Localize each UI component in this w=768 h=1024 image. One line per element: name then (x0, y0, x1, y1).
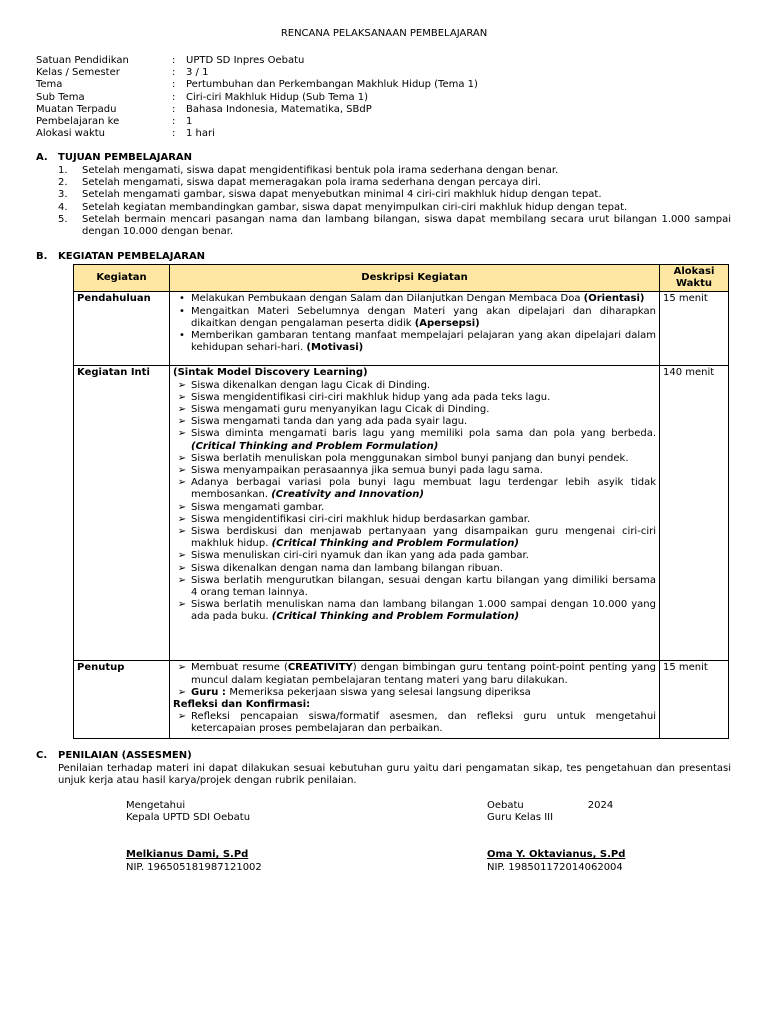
pendahuluan-item-body: Mengaitkan Materi Sebelumnya dengan Materi yang akan dipelajari dan diharapkan dikaitkan dengan pengalaman peserta didik (191, 305, 656, 329)
pendahuluan-item-body: Memberikan gambaran tentang manfaat mempelajari pelajaran yang akan dipelajari dalam kehidupan sehari-hari. (191, 330, 656, 354)
inti-item-tag: (Creativity and Innovation) (271, 489, 424, 501)
pendahuluan-item-text (191, 293, 656, 305)
inti-item (173, 453, 656, 465)
identity-colon: : (172, 91, 176, 103)
list-item-number: 3. (58, 189, 68, 201)
sig-left-line1: Mengetahui (126, 800, 186, 811)
header-kegiatan: Kegiatan (74, 265, 170, 292)
inti-item-body: Siswa mengamati tanda dan yang ada pada syair lagu. (191, 416, 468, 428)
label-pendahuluan: Pendahuluan (74, 292, 170, 366)
section-a-heading (36, 152, 736, 164)
section-c-letter: C. (36, 750, 48, 761)
list-item (58, 165, 731, 177)
inti-item-body: Siswa berlatih menuliskan nama dan lambang bilangan 1.000 sampai dengan 10.000 yang ada pada buku. (191, 599, 656, 623)
inti-item (173, 404, 656, 416)
arrow-bullet-icon: ➢ (177, 391, 187, 403)
identity-row (36, 128, 736, 140)
arrow-bullet-icon: ➢ (177, 428, 187, 440)
identity-label: Muatan Terpadu (36, 103, 117, 115)
arrow-bullet-icon: ➢ (177, 526, 187, 538)
identity-value: 3 / 1 (186, 67, 209, 79)
sig-right-line2: Guru Kelas III (487, 812, 554, 824)
identity-colon: : (172, 67, 176, 79)
sig-left-nip: NIP. 196505181987121002 (126, 861, 262, 873)
inti-model-heading: (Sintak Model Discovery Learning) (173, 367, 368, 379)
label-penutup: Penutup (74, 661, 170, 739)
inti-item-body: Siswa mengamati guru menyanyikan lagu Cicak di Dinding. (191, 404, 490, 416)
inti-item-body: Adanya berbagai variasi pola bunyi lagu membuat lagu terdengar lebih asyik tidak membosankan. (191, 477, 656, 501)
inti-item-body: Siswa dikenalkan dengan nama dan lambang bilangan ribuan. (191, 562, 503, 574)
time-penutup: 15 menit (660, 661, 729, 739)
inti-item (173, 599, 656, 623)
arrow-bullet-icon: ➢ (177, 662, 187, 674)
sig-right-name: Oma Y. Oktavianus, S.Pd (487, 849, 626, 861)
assessment-text: Penilaian terhadap materi ini dapat dilakukan sesuai kebutuhan guru yaitu dari pengamatan sikap, tes pengetahuan dan presentasi unjuk kerja atau hasil karya/projek dengan rubrik penilaian. (58, 763, 731, 787)
list-item-number: 1. (58, 165, 68, 176)
sig-left-line2: Kepala UPTD SDI Oebatu (126, 812, 251, 824)
pendahuluan-item-tag: (Apersepsi) (414, 317, 480, 329)
inti-item-body: Siswa berdiskusi dan menjawab pertanyaan yang disampaikan guru mengenai ciri-ciri makhluk hidup. (191, 526, 656, 550)
penutup-item1-post: ) dengan bimbingan guru tentang point-point penting yang muncul dalam kegiatan pembelajaran tentang materi yang baru dilakukan. (191, 662, 656, 686)
inti-item (173, 575, 656, 599)
desc-inti (170, 366, 660, 661)
identity-label: Satuan Pendidikan (36, 55, 129, 66)
sig-right-place: Oebatu (487, 800, 524, 811)
dot-bullet-icon: • (179, 305, 185, 317)
signature-left (126, 800, 262, 874)
identity-row (36, 79, 736, 91)
identity-row (36, 67, 736, 79)
list-item (58, 214, 731, 238)
identity-value: Pertumbuhan dan Perkembangan Makhluk Hidup (Tema 1) (186, 79, 478, 91)
header-deskripsi: Deskripsi Kegiatan (170, 265, 660, 292)
objectives-list (58, 165, 731, 238)
inti-item-body: Siswa berlatih mengurutkan bilangan, sesuai dengan kartu bilangan yang dimiliki bersama 4 orang teman lainnya. (191, 574, 656, 599)
list-item-number: 4. (58, 201, 68, 213)
inti-item-text (191, 575, 656, 599)
inti-item (173, 428, 656, 452)
inti-item-text (191, 477, 656, 501)
desc-pendahuluan (170, 292, 660, 366)
inti-item-body: Siswa mengidentifikasi ciri-ciri makhluk hidup berdasarkan gambar. (191, 513, 531, 525)
section-b-heading (36, 251, 736, 263)
arrow-bullet-icon: ➢ (177, 513, 187, 525)
sig-left-name: Melkianus Dami, S.Pd (126, 849, 249, 861)
arrow-bullet-icon: ➢ (177, 477, 187, 489)
row-inti (74, 366, 729, 661)
arrow-bullet-icon: ➢ (177, 404, 187, 416)
arrow-bullet-icon: ➢ (177, 599, 187, 611)
pendahuluan-item-body: Melakukan Pembukaan dengan Salam dan Dilanjutkan Dengan Membaca Doa (191, 293, 584, 305)
inti-item-tag: (Critical Thinking and Problem Formulation) (191, 440, 439, 452)
dot-bullet-icon: • (179, 330, 185, 342)
arrow-bullet-icon: ➢ (177, 416, 187, 428)
list-item-text: Setelah mengamati gambar, siswa dapat menyebutkan minimal 4 ciri-ciri makhluk hidup dengan tepat. (82, 189, 602, 201)
list-item-number: 5. (58, 213, 68, 225)
inti-item-text (191, 428, 656, 452)
arrow-bullet-icon: ➢ (177, 452, 187, 464)
inti-item (173, 563, 656, 575)
identity-label: Kelas / Semester (36, 67, 120, 79)
inti-item-text (191, 416, 656, 428)
identity-value: Bahasa Indonesia, Matematika, SBdP (186, 103, 372, 115)
identity-row (36, 92, 736, 104)
inti-item-body: Siswa menyampaikan perasaannya jika semua bunyi pada lagu sama. (191, 465, 543, 477)
identity-row (36, 116, 736, 128)
arrow-bullet-icon: ➢ (177, 686, 187, 698)
inti-item-text (191, 514, 656, 526)
section-b-title: KEGIATAN PEMBELAJARAN (58, 251, 206, 262)
list-item-text: Setelah kegiatan membandingkan gambar, siswa dapat menyimpulkan ciri-ciri makhluk hidup dengan tepat. (82, 201, 628, 213)
document-title: RENCANA PELAKSANAAN PEMBELAJARAN (280, 28, 488, 39)
pendahuluan-item (173, 306, 656, 330)
row-penutup (74, 661, 729, 739)
penutup-item (173, 711, 656, 735)
row-pendahuluan (74, 292, 729, 366)
sig-right-year: 2024 (587, 800, 614, 811)
inti-item-text (191, 599, 656, 623)
inti-item (173, 380, 656, 392)
arrow-bullet-icon: ➢ (177, 574, 187, 586)
identity-label: Pembelajaran ke (36, 115, 120, 127)
section-c-title: PENILAIAN (ASSESMEN) (58, 750, 192, 761)
inti-item-body: Siswa berlatih menuliskan pola menggunakan simbol bunyi panjang dan bunyi pendek. (191, 452, 629, 464)
identity-value: Ciri-ciri Makhluk Hidup (Sub Tema 1) (186, 91, 369, 103)
inti-item-text (191, 453, 656, 465)
activity-table (73, 264, 729, 739)
identity-colon: : (172, 79, 176, 91)
inti-item-body: Siswa mengidentifikasi ciri-ciri makhluk hidup yang ada pada teks lagu. (191, 391, 551, 403)
inti-item-text (191, 380, 656, 392)
identity-label: Sub Tema (36, 91, 85, 103)
list-item (58, 202, 731, 214)
identity-value: 1 (186, 115, 193, 127)
identity-block (36, 55, 736, 140)
inti-item-tag: (Critical Thinking and Problem Formulation) (271, 611, 520, 623)
penutup-item1-bold: CREATIVITY (287, 662, 353, 674)
penutup-item3-text: Refleksi pencapaian siswa/formatif asesmen, dan refleksi guru untuk mengetahui ketercapaian proses pembelajaran dan perbaikan. (191, 711, 656, 735)
arrow-bullet-icon: ➢ (177, 550, 187, 562)
penutup-item2-text: Memeriksa pekerjaan siswa yang selesai langsung diperiksa (229, 686, 531, 698)
desc-penutup (170, 661, 660, 739)
identity-row (36, 104, 736, 116)
header-alokasi: Alokasi Waktu (660, 265, 729, 292)
pendahuluan-item-text (191, 306, 656, 330)
identity-colon: : (172, 128, 176, 140)
list-item-text: Setelah mengamati, siswa dapat mengidentifikasi bentuk pola irama sederhana dengan benar. (82, 165, 559, 176)
identity-value: UPTD SD Inpres Oebatu (186, 55, 305, 66)
inti-item-text (191, 563, 656, 575)
section-a-title: TUJUAN PEMBELAJARAN (58, 152, 193, 163)
arrow-bullet-icon: ➢ (177, 501, 187, 513)
arrow-bullet-icon: ➢ (177, 379, 187, 391)
inti-item (173, 392, 656, 404)
list-item-text: Setelah bermain mencari pasangan nama dan lambang bilangan, siswa dapat membilang secara urut bilangan 1.000 sampai dengan 10.000 dengan benar. (82, 213, 731, 238)
time-inti: 140 menit (660, 366, 729, 661)
list-item (58, 189, 731, 201)
penutup-item2-bold: Guru : (191, 686, 230, 698)
penutup-item (173, 662, 656, 686)
table-header-row (74, 265, 729, 292)
inti-item (173, 416, 656, 428)
pendahuluan-item (173, 293, 656, 305)
refleksi-heading: Refleksi dan Konfirmasi: (173, 699, 311, 711)
inti-item-tag: (Critical Thinking and Problem Formulation) (271, 538, 519, 550)
inti-item-text (191, 392, 656, 404)
inti-item (173, 550, 656, 562)
inti-item (173, 502, 656, 514)
list-item-text: Setelah mengamati, siswa dapat memeragakan pola irama sederhana dengan percaya diri. (82, 177, 541, 189)
section-a-letter: A. (36, 152, 48, 163)
inti-item (173, 526, 656, 550)
inti-item (173, 514, 656, 526)
pendahuluan-item-tag: (Orientasi) (583, 293, 645, 305)
label-inti: Kegiatan Inti (74, 366, 170, 661)
inti-item-body: Siswa menuliskan ciri-ciri nyamuk dan ikan yang ada pada gambar. (191, 550, 529, 562)
signature-right (487, 800, 625, 874)
pendahuluan-item-tag: (Motivasi) (306, 342, 364, 354)
penutup-item (173, 687, 656, 699)
pendahuluan-item-text (191, 330, 656, 354)
inti-item-text (191, 465, 656, 477)
list-item-number: 2. (58, 177, 68, 189)
identity-colon: : (172, 103, 176, 115)
inti-item-text (191, 526, 656, 550)
identity-row (36, 55, 736, 67)
inti-item-text (191, 404, 656, 416)
time-pendahuluan: 15 menit (660, 292, 729, 366)
list-item (58, 177, 731, 189)
identity-value: 1 hari (186, 128, 215, 140)
inti-item-body: Siswa mengamati gambar. (191, 501, 325, 513)
inti-item-text (191, 550, 656, 562)
section-c-heading (36, 750, 736, 762)
inti-item (173, 477, 656, 501)
arrow-bullet-icon: ➢ (177, 562, 187, 574)
pendahuluan-item (173, 330, 656, 354)
inti-item-text (191, 502, 656, 514)
identity-label: Alokasi waktu (36, 128, 106, 140)
identity-colon: : (172, 55, 176, 66)
arrow-bullet-icon: ➢ (177, 711, 187, 723)
section-b-letter: B. (36, 251, 48, 262)
identity-label: Tema (36, 79, 63, 91)
arrow-bullet-icon: ➢ (177, 465, 187, 477)
inti-item-body: Siswa diminta mengamati baris lagu yang memiliki pola sama dan pola yang berbeda. (191, 428, 656, 440)
identity-colon: : (172, 115, 176, 127)
inti-item (173, 465, 656, 477)
sig-right-nip: NIP. 198501172014062004 (487, 861, 623, 873)
penutup-item1-pre: Membuat resume ( (191, 662, 288, 674)
inti-item-body: Siswa dikenalkan dengan lagu Cicak di Dinding. (191, 379, 431, 391)
dot-bullet-icon: • (179, 293, 185, 305)
